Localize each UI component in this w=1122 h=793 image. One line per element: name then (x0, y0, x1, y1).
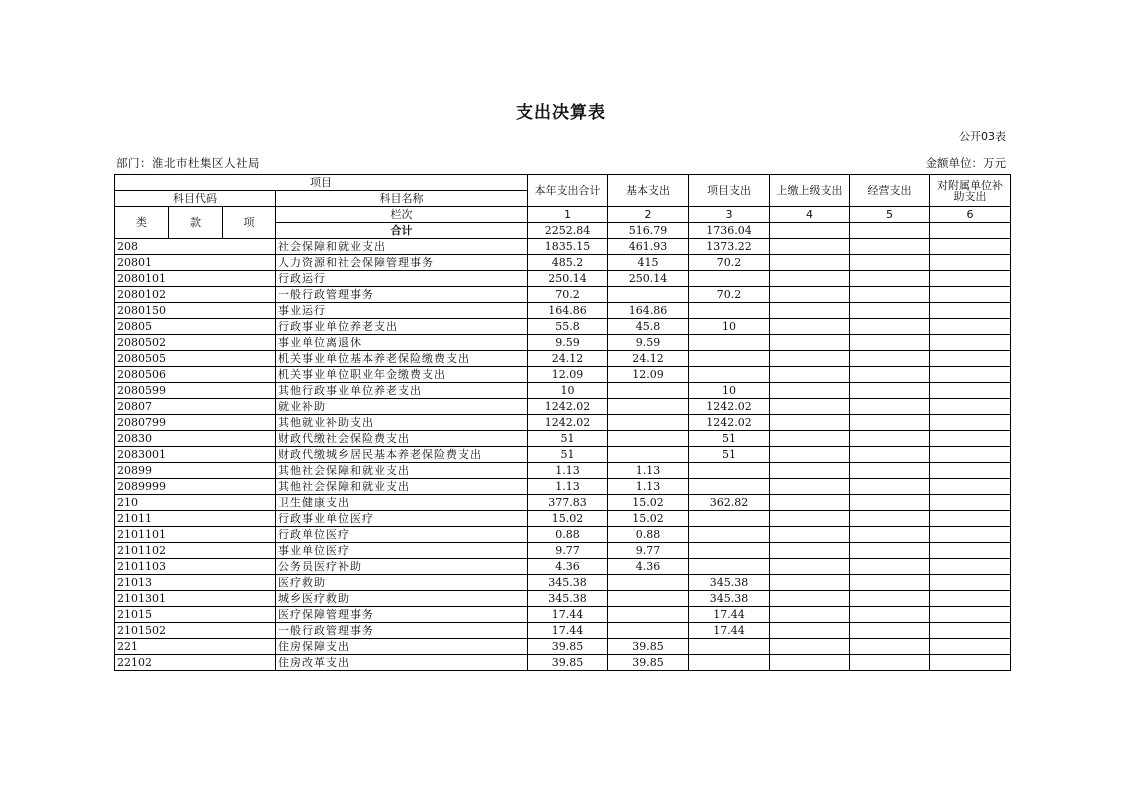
table-row (115, 527, 1011, 543)
table-row (115, 479, 1011, 495)
amount-cell (930, 463, 1011, 479)
amount-cell (770, 463, 850, 479)
amount-cell (930, 431, 1011, 447)
column-number: 6 (930, 207, 1011, 223)
subject-name: 事业单位离退休 (276, 335, 528, 351)
table-row (115, 367, 1011, 383)
subject-code: 20807 (115, 399, 276, 415)
amount-cell (770, 655, 850, 671)
amount-cell: 15.02 (608, 511, 689, 527)
amount-cell: 12.09 (528, 367, 608, 383)
subject-name: 医疗救助 (276, 575, 528, 591)
amount-cell: 39.85 (528, 655, 608, 671)
amount-cell (850, 575, 930, 591)
amount-cell: 1.13 (608, 463, 689, 479)
amount-cell (770, 287, 850, 303)
amount-cell (930, 351, 1011, 367)
amount-cell: 17.44 (528, 607, 608, 623)
subject-code: 20801 (115, 255, 276, 271)
amount-cell (850, 255, 930, 271)
amount-cell: 10 (689, 383, 770, 399)
amount-cell (608, 591, 689, 607)
subject-code: 2101103 (115, 559, 276, 575)
subject-code: 2080102 (115, 287, 276, 303)
amount-cell (608, 399, 689, 415)
amount-cell (850, 399, 930, 415)
amount-cell: 17.44 (689, 623, 770, 639)
column-number: 4 (770, 207, 850, 223)
subject-name: 城乡医疗救助 (276, 591, 528, 607)
amount-cell (608, 415, 689, 431)
amount-cell (850, 271, 930, 287)
subject-code: 2101102 (115, 543, 276, 559)
amount-cell (850, 431, 930, 447)
amount-cell (930, 303, 1011, 319)
subject-code: 2080599 (115, 383, 276, 399)
subject-code: 2080502 (115, 335, 276, 351)
amount-cell (850, 239, 930, 255)
amount-cell (770, 543, 850, 559)
table-row (115, 431, 1011, 447)
amount-cell (608, 447, 689, 463)
amount-cell: 51 (528, 431, 608, 447)
amount-cell: 1835.15 (528, 239, 608, 255)
amount-cell (930, 287, 1011, 303)
header-item: 项目 (115, 175, 528, 191)
subject-code: 22102 (115, 655, 276, 671)
amount-cell: 39.85 (608, 655, 689, 671)
amount-cell (608, 383, 689, 399)
form-code: 公开03表 (959, 130, 1006, 143)
amount-cell: 55.8 (528, 319, 608, 335)
table-row (115, 303, 1011, 319)
table-row (115, 639, 1011, 655)
amount-cell (850, 495, 930, 511)
amount-cell (689, 511, 770, 527)
column-number: 2 (608, 207, 689, 223)
amount-cell (850, 559, 930, 575)
amount-cell: 461.93 (608, 239, 689, 255)
amount-cell (770, 559, 850, 575)
amount-cell (770, 255, 850, 271)
amount-cell (930, 623, 1011, 639)
table-row (115, 591, 1011, 607)
table-row (115, 255, 1011, 271)
amount-cell (770, 623, 850, 639)
table-row (115, 655, 1011, 671)
table-row (115, 575, 1011, 591)
table-row (115, 319, 1011, 335)
subject-name: 事业运行 (276, 303, 528, 319)
header-col-total: 本年支出合计 (528, 175, 608, 207)
expenditure-table (114, 174, 1011, 671)
amount-cell: 362.82 (689, 495, 770, 511)
amount-cell: 4.36 (528, 559, 608, 575)
amount-cell: 345.38 (528, 591, 608, 607)
header-col-project: 项目支出 (689, 175, 770, 207)
amount-cell: 1.13 (528, 479, 608, 495)
subject-code: 20830 (115, 431, 276, 447)
amount-cell: 10 (689, 319, 770, 335)
amount-cell (930, 383, 1011, 399)
subject-code: 2080799 (115, 415, 276, 431)
amount-cell: 485.2 (528, 255, 608, 271)
amount-cell: 10 (528, 383, 608, 399)
amount-cell: 164.86 (528, 303, 608, 319)
amount-cell (850, 415, 930, 431)
subject-name: 事业单位医疗 (276, 543, 528, 559)
total-value: 2252.84 (528, 223, 608, 239)
amount-cell (850, 527, 930, 543)
amount-cell: 9.59 (608, 335, 689, 351)
subject-code: 2080506 (115, 367, 276, 383)
amount-cell (770, 479, 850, 495)
amount-cell: 51 (528, 447, 608, 463)
table-row (115, 463, 1011, 479)
header-subject-name: 科目名称 (276, 191, 528, 207)
amount-cell: 15.02 (608, 495, 689, 511)
amount-cell: 17.44 (689, 607, 770, 623)
amount-cell (930, 239, 1011, 255)
total-value: 1736.04 (689, 223, 770, 239)
amount-cell (930, 607, 1011, 623)
subject-code: 210 (115, 495, 276, 511)
amount-cell: 70.2 (689, 287, 770, 303)
table-row (115, 607, 1011, 623)
amount-cell: 9.77 (608, 543, 689, 559)
amount-cell: 9.59 (528, 335, 608, 351)
amount-cell: 0.88 (528, 527, 608, 543)
subject-name: 行政单位医疗 (276, 527, 528, 543)
table-row (115, 447, 1011, 463)
header-col-business: 经营支出 (850, 175, 930, 207)
subject-name: 其他社会保障和就业支出 (276, 479, 528, 495)
amount-cell (850, 591, 930, 607)
subject-name: 其他行政事业单位养老支出 (276, 383, 528, 399)
amount-cell (850, 367, 930, 383)
amount-cell (689, 639, 770, 655)
subject-name: 人力资源和社会保障管理事务 (276, 255, 528, 271)
amount-cell (930, 543, 1011, 559)
amount-cell (608, 431, 689, 447)
amount-cell (608, 287, 689, 303)
amount-cell (689, 271, 770, 287)
amount-cell: 415 (608, 255, 689, 271)
column-number: 3 (689, 207, 770, 223)
amount-cell (689, 479, 770, 495)
amount-cell (850, 463, 930, 479)
amount-cell (770, 575, 850, 591)
subject-code: 2089999 (115, 479, 276, 495)
amount-cell (770, 383, 850, 399)
amount-cell (689, 655, 770, 671)
subject-code: 2080101 (115, 271, 276, 287)
amount-cell (770, 591, 850, 607)
subject-name: 财政代缴社会保险费支出 (276, 431, 528, 447)
amount-cell: 51 (689, 431, 770, 447)
amount-cell: 345.38 (528, 575, 608, 591)
amount-cell (770, 335, 850, 351)
amount-cell (770, 399, 850, 415)
amount-cell (608, 575, 689, 591)
subject-name: 机关事业单位职业年金缴费支出 (276, 367, 528, 383)
subject-code: 208 (115, 239, 276, 255)
header-section: 款 (169, 207, 223, 239)
amount-cell: 15.02 (528, 511, 608, 527)
amount-cell (689, 351, 770, 367)
subject-code: 2101502 (115, 623, 276, 639)
amount-cell (930, 415, 1011, 431)
amount-cell (930, 639, 1011, 655)
table-row (115, 559, 1011, 575)
subject-name: 行政运行 (276, 271, 528, 287)
amount-cell (850, 383, 930, 399)
amount-cell (770, 527, 850, 543)
subject-name: 财政代缴城乡居民基本养老保险费支出 (276, 447, 528, 463)
subject-name: 社会保障和就业支出 (276, 239, 528, 255)
amount-cell: 45.8 (608, 319, 689, 335)
amount-cell (608, 607, 689, 623)
amount-cell: 1242.02 (689, 399, 770, 415)
amount-cell: 0.88 (608, 527, 689, 543)
amount-cell (770, 431, 850, 447)
subject-code: 20899 (115, 463, 276, 479)
subject-code: 21013 (115, 575, 276, 591)
table-row (115, 271, 1011, 287)
subject-code: 221 (115, 639, 276, 655)
subject-name: 机关事业单位基本养老保险缴费支出 (276, 351, 528, 367)
amount-cell (770, 447, 850, 463)
amount-cell (850, 511, 930, 527)
amount-cell (930, 319, 1011, 335)
subject-code: 2080505 (115, 351, 276, 367)
table-row (115, 383, 1011, 399)
amount-cell (770, 511, 850, 527)
amount-cell: 1242.02 (689, 415, 770, 431)
amount-cell: 1.13 (608, 479, 689, 495)
table-row (115, 351, 1011, 367)
page-title: 支出决算表 (516, 103, 606, 123)
amount-cell (770, 415, 850, 431)
amount-cell (850, 655, 930, 671)
subject-code: 2080150 (115, 303, 276, 319)
amount-cell (930, 255, 1011, 271)
amount-cell (930, 495, 1011, 511)
subject-name: 卫生健康支出 (276, 495, 528, 511)
amount-cell: 1242.02 (528, 399, 608, 415)
table-row (115, 239, 1011, 255)
subject-name: 其他就业补助支出 (276, 415, 528, 431)
subject-name: 住房改革支出 (276, 655, 528, 671)
amount-cell (930, 271, 1011, 287)
subject-code: 20805 (115, 319, 276, 335)
subject-name: 住房保障支出 (276, 639, 528, 655)
table-row (115, 399, 1011, 415)
subject-name: 其他社会保障和就业支出 (276, 463, 528, 479)
amount-cell (689, 543, 770, 559)
amount-cell (930, 511, 1011, 527)
table-row (115, 543, 1011, 559)
table-row (115, 623, 1011, 639)
subject-code: 2101301 (115, 591, 276, 607)
amount-cell: 1242.02 (528, 415, 608, 431)
amount-cell (930, 559, 1011, 575)
subject-code: 2083001 (115, 447, 276, 463)
amount-cell (850, 639, 930, 655)
amount-cell: 4.36 (608, 559, 689, 575)
amount-cell: 345.38 (689, 591, 770, 607)
amount-cell (770, 271, 850, 287)
amount-cell (689, 463, 770, 479)
amount-cell (689, 335, 770, 351)
amount-cell: 24.12 (528, 351, 608, 367)
amount-cell (850, 319, 930, 335)
amount-cell: 12.09 (608, 367, 689, 383)
amount-cell: 24.12 (608, 351, 689, 367)
total-value (770, 223, 850, 239)
amount-cell (770, 639, 850, 655)
table-row (115, 415, 1011, 431)
amount-cell: 164.86 (608, 303, 689, 319)
total-label: 合计 (276, 223, 528, 239)
amount-cell: 9.77 (528, 543, 608, 559)
table-row (115, 495, 1011, 511)
subject-name: 公务员医疗补助 (276, 559, 528, 575)
header-col-basic: 基本支出 (608, 175, 689, 207)
amount-cell: 250.14 (608, 271, 689, 287)
header-row-no: 栏次 (276, 207, 528, 223)
amount-cell: 39.85 (528, 639, 608, 655)
amount-cell (850, 303, 930, 319)
amount-cell: 1373.22 (689, 239, 770, 255)
header-subject-code: 科目代码 (115, 191, 276, 207)
amount-cell (689, 367, 770, 383)
amount-cell (770, 495, 850, 511)
department-label: 部门：淮北市杜集区人社局 (116, 156, 260, 170)
subject-name: 行政事业单位养老支出 (276, 319, 528, 335)
subject-code: 21015 (115, 607, 276, 623)
header-entry: 项 (223, 207, 276, 239)
amount-cell (850, 479, 930, 495)
amount-cell: 250.14 (528, 271, 608, 287)
table-row (115, 287, 1011, 303)
header-class: 类 (115, 207, 169, 239)
total-value: 516.79 (608, 223, 689, 239)
amount-cell (850, 351, 930, 367)
column-number: 5 (850, 207, 930, 223)
header-col-upper: 上缴上级支出 (770, 175, 850, 207)
amount-cell (930, 367, 1011, 383)
amount-cell: 39.85 (608, 639, 689, 655)
amount-cell (930, 335, 1011, 351)
subject-name: 就业补助 (276, 399, 528, 415)
column-number: 1 (528, 207, 608, 223)
total-value (930, 223, 1011, 239)
amount-unit-label: 金额单位：万元 (925, 156, 1006, 170)
amount-cell (850, 623, 930, 639)
amount-cell (770, 351, 850, 367)
amount-cell (770, 367, 850, 383)
amount-cell: 51 (689, 447, 770, 463)
amount-cell (930, 399, 1011, 415)
subject-code: 2101101 (115, 527, 276, 543)
table-row (115, 511, 1011, 527)
amount-cell (689, 303, 770, 319)
amount-cell (930, 575, 1011, 591)
amount-cell (930, 591, 1011, 607)
subject-name: 医疗保障管理事务 (276, 607, 528, 623)
amount-cell (850, 287, 930, 303)
amount-cell: 70.2 (528, 287, 608, 303)
amount-cell (850, 335, 930, 351)
amount-cell (930, 447, 1011, 463)
amount-cell (850, 607, 930, 623)
table-row (115, 335, 1011, 351)
amount-cell (608, 623, 689, 639)
amount-cell: 1.13 (528, 463, 608, 479)
amount-cell: 70.2 (689, 255, 770, 271)
amount-cell: 345.38 (689, 575, 770, 591)
amount-cell (689, 527, 770, 543)
amount-cell (770, 319, 850, 335)
total-value (850, 223, 930, 239)
subject-name: 行政事业单位医疗 (276, 511, 528, 527)
subject-name: 一般行政管理事务 (276, 287, 528, 303)
amount-cell: 17.44 (528, 623, 608, 639)
amount-cell (770, 303, 850, 319)
amount-cell (770, 607, 850, 623)
amount-cell (930, 527, 1011, 543)
amount-cell (930, 655, 1011, 671)
amount-cell (850, 543, 930, 559)
amount-cell (850, 447, 930, 463)
amount-cell (930, 479, 1011, 495)
amount-cell: 377.83 (528, 495, 608, 511)
amount-cell (770, 239, 850, 255)
amount-cell (689, 559, 770, 575)
subject-code: 21011 (115, 511, 276, 527)
subject-name: 一般行政管理事务 (276, 623, 528, 639)
header-col-subsidy: 对附属单位补助支出 (930, 175, 1011, 207)
